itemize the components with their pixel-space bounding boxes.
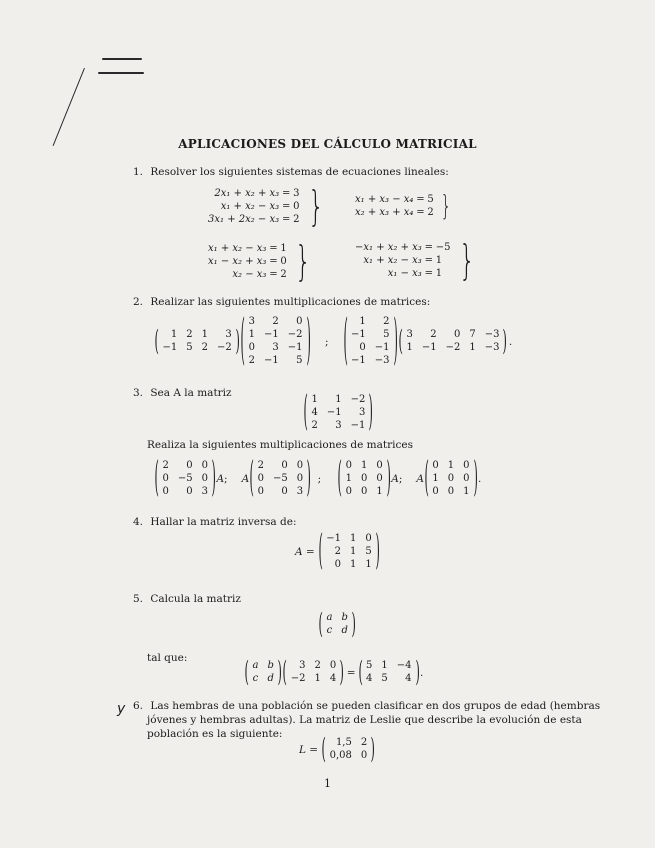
equation-rows [208, 188, 300, 226]
matrix [398, 325, 508, 358]
exercise-text: Sea A la matriz [150, 387, 232, 399]
matrix-cell: 1 [345, 473, 352, 484]
equation-rhs: 0 [293, 200, 300, 212]
exercise-number: 2. [133, 296, 144, 308]
exercise-number: 4. [133, 516, 144, 528]
right-paren: ) [370, 733, 376, 766]
matrix-entries [249, 316, 303, 367]
matrix-cell: −1 [162, 342, 178, 353]
exercise-5-matrix-x [318, 608, 356, 641]
equation-rhs: 3 [293, 187, 300, 199]
matrix-symbol: A [416, 473, 424, 485]
matrix-entries [326, 612, 347, 637]
matrix-cell: 0 [162, 473, 169, 484]
matrix [154, 455, 216, 503]
left-paren: ( [337, 455, 343, 503]
matrix-entries [258, 460, 304, 498]
matrix-cell: −1 [351, 329, 366, 340]
matrix-cell: 3 [272, 342, 279, 353]
matrix-cell: −1 [374, 342, 390, 353]
matrix [282, 656, 345, 689]
exercise-text: Resolver los siguientes sistemas de ecuaciones lineales: [150, 166, 449, 178]
equals-sign: = [424, 254, 433, 266]
separator: ; [325, 335, 329, 348]
matrix-cell: 1 [463, 486, 470, 497]
matrix-cell: 0 [329, 660, 337, 671]
separator: ; [224, 473, 228, 485]
matrix-cell: 1 [311, 394, 318, 405]
left-paren: ( [240, 310, 246, 373]
matrix-cell: 3 [296, 486, 304, 497]
exercise-number: 6. [133, 700, 144, 712]
page-title: APLICACIONES DEL CÁLCULO MATRICIAL [178, 137, 477, 151]
matrix-cell: −1 [287, 342, 303, 353]
equation-lhs: 2x₁ + x₂ + x₃ [214, 187, 280, 199]
matrix-cell: −3 [484, 329, 500, 340]
matrix-cell: 2 [314, 660, 321, 671]
brace: } [295, 237, 311, 285]
matrix-cell: 0 [359, 342, 366, 353]
right-paren: ) [375, 528, 380, 576]
matrix-symbol: A [391, 473, 399, 485]
equation-lhs: x₁ − x₂ + x₃ [208, 255, 267, 267]
matrix-cell: 1 [365, 559, 372, 570]
matrix-cell: 1 [248, 329, 256, 340]
matrix-cell: −3 [374, 355, 390, 366]
matrix-entries [432, 460, 469, 498]
matrix-cell: 0 [281, 460, 288, 471]
matrix [343, 310, 398, 373]
right-paren: ) [277, 656, 282, 689]
left-paren: ( [249, 455, 255, 503]
matrix-cell: 5 [296, 355, 303, 366]
matrix-cell: 0 [361, 473, 368, 484]
matrix-cell: −2 [350, 394, 366, 405]
matrix-cell: 0 [365, 533, 372, 544]
matrix-cell: d [341, 625, 348, 636]
exercise-4-heading [133, 515, 296, 529]
matrix-cell: −1 [264, 329, 279, 340]
leslie-matrix [299, 733, 376, 766]
right-paren: ) [235, 325, 240, 358]
matrix-lhs: L = [299, 743, 319, 756]
matrix-cell: 0 [186, 460, 193, 471]
matrix-cell: −1 [350, 420, 366, 431]
right-paren: ) [306, 310, 311, 373]
matrix-cell: 0 [248, 342, 256, 353]
matrix [240, 310, 311, 373]
matrix [244, 656, 282, 689]
matrix-cell: 1 [361, 460, 368, 471]
exercise-text-line: población es la siguiente: [147, 728, 283, 740]
matrix-entries [330, 737, 368, 762]
right-paren: ) [306, 455, 312, 503]
equation-system [355, 189, 455, 222]
matrix-cell: −3 [484, 342, 500, 353]
left-paren: ( [321, 733, 327, 766]
matrix-cell: −2 [216, 342, 232, 353]
matrix-cell: 1 [376, 486, 383, 497]
matrix-lhs: A = [295, 546, 315, 558]
matrix-cell: b [267, 660, 274, 671]
matrix-cell: −2 [445, 342, 461, 353]
end-mark: . [508, 335, 513, 348]
equation-lhs: x₂ − x₃ [232, 268, 267, 280]
matrix-cell: 3 [299, 660, 306, 671]
equals-sign: = [281, 213, 291, 225]
matrix-entries [162, 460, 208, 498]
matrix-cell: 4 [329, 673, 337, 684]
matrix-cell: 1 [469, 342, 476, 353]
matrix-cell: 0 [334, 559, 341, 570]
equation-lhs: x₁ + x₂ − x₃ [208, 242, 267, 254]
matrix [321, 733, 376, 766]
equation-lhs: x₂ + x₃ + x₄ [355, 206, 414, 218]
matrix-cell: 0 [296, 316, 303, 327]
matrix-cell: 4 [405, 673, 412, 684]
equals-sign: = [281, 200, 291, 212]
matrix-cell: 2 [311, 420, 318, 431]
left-paren: ( [303, 389, 308, 437]
matrix-cell: 2 [272, 316, 279, 327]
matrix-entries [311, 394, 365, 432]
matrix [249, 455, 312, 503]
matrix [154, 325, 240, 358]
exercise-text: Hallar la matriz inversa de: [150, 516, 297, 528]
right-paren: ) [368, 389, 374, 437]
matrix-cell: 4 [366, 673, 373, 684]
left-paren: ( [154, 455, 159, 503]
matrix-cell: 1 [447, 460, 455, 471]
pen-mark [98, 72, 144, 74]
brace: } [307, 182, 324, 230]
matrix-cell: 2 [186, 329, 193, 340]
matrix-cell: 3 [248, 316, 256, 327]
matrix-cell: −1 [326, 407, 342, 418]
left-paren: ( [424, 455, 429, 503]
matrix [318, 608, 356, 641]
right-paren: ) [503, 325, 508, 358]
separator: ; [317, 473, 322, 485]
right-paren: ) [386, 455, 391, 503]
matrix-cell: 0 [432, 486, 439, 497]
matrix-cell: 1 [381, 660, 388, 671]
equation-rhs: 1 [435, 267, 443, 279]
matrix-entries [252, 660, 273, 685]
exercise-1-heading [133, 165, 449, 179]
matrix-cell: 3 [335, 420, 342, 431]
matrix-cell: 2 [257, 460, 265, 471]
matrix-cell: 2 [248, 355, 256, 366]
equation-system [208, 182, 329, 230]
right-paren: ) [415, 656, 420, 689]
matrix-cell: 5 [383, 329, 390, 340]
matrix-cell: 0 [257, 486, 265, 497]
equals-sign: = [416, 206, 425, 218]
exercise-3-matrix-a [303, 389, 374, 437]
matrix-cell: 0 [162, 486, 169, 497]
equation-rhs: 0 [280, 255, 287, 267]
matrix-cell: 1 [406, 342, 413, 353]
matrix-cell: −1 [421, 342, 437, 353]
matrix-entries [162, 329, 231, 354]
matrix-cell: −1 [264, 355, 279, 366]
equation-rhs: −5 [435, 241, 451, 253]
matrix-cell: 1,5 [335, 737, 352, 748]
left-paren: ( [318, 528, 323, 576]
brace: } [440, 189, 452, 222]
right-paren: ) [393, 310, 398, 373]
exercise-2-heading [133, 295, 430, 309]
matrix-cell: 0 [376, 473, 383, 484]
matrix-cell: 1 [359, 316, 366, 327]
equation-rows [355, 242, 451, 280]
right-paren: ) [339, 656, 345, 689]
matrix-entries [326, 533, 372, 571]
right-paren: ) [211, 455, 216, 503]
pen-mark [53, 68, 85, 146]
matrix-entries [291, 660, 337, 685]
matrix-cell: b [341, 612, 348, 623]
matrix-cell: 0 [257, 473, 265, 484]
matrix-cell: 2 [334, 546, 341, 557]
matrix-cell: 0 [432, 460, 439, 471]
equation-lhs: x₁ + x₂ − x₃ [363, 254, 422, 266]
equals-sign: = [269, 268, 278, 280]
equals-sign: = [424, 241, 433, 253]
left-paren: ( [154, 325, 159, 358]
equation-rhs: 5 [427, 193, 434, 205]
matrix-cell: 0 [345, 460, 352, 471]
equation-lhs: x₁ − x₃ [387, 267, 422, 279]
left-paren: ( [358, 656, 363, 689]
matrix-cell: 1 [349, 559, 357, 570]
exercise-3-heading [133, 386, 232, 400]
equals-sign: = [346, 666, 356, 679]
equation-rhs: 2 [293, 213, 300, 225]
matrix [424, 455, 478, 503]
exercise-text-line: Las hembras de una población se pueden clasificar en dos grupos de edad (hembras [150, 700, 601, 712]
matrix-cell: 1 [349, 546, 357, 557]
matrix-cell: 0 [361, 486, 368, 497]
equals-sign: = [416, 193, 425, 205]
matrix-cell: 1 [432, 473, 439, 484]
matrix [358, 656, 420, 689]
matrix-symbol: A [216, 473, 225, 485]
equation-lhs: x₁ + x₂ − x₃ [220, 200, 280, 212]
left-paren: ( [282, 656, 288, 689]
exercise-text: Realizar las siguientes multiplicaciones de matrices: [150, 296, 431, 308]
matrix-cell: a [252, 660, 259, 671]
equals-sign: = [269, 242, 278, 254]
separator: ; [398, 473, 403, 485]
matrix-cell: c [326, 625, 333, 636]
matrix-cell: 0 [376, 460, 383, 471]
matrix-cell: 0 [345, 486, 352, 497]
equals-sign: = [281, 187, 291, 199]
left-paren: ( [398, 325, 403, 358]
pen-mark [102, 58, 142, 60]
matrix-cell: −1 [351, 355, 366, 366]
matrix-cell: 0 [201, 473, 208, 484]
matrix-cell: 1 [335, 394, 342, 405]
exercise-text: Calcula la matriz [150, 593, 241, 605]
equation-rows [355, 194, 434, 219]
matrix-cell: 0 [296, 473, 304, 484]
end-mark: . [478, 473, 482, 485]
exercise-5-equation [244, 656, 424, 689]
right-paren: ) [473, 455, 478, 503]
end-mark: . [420, 666, 424, 679]
equation-system [355, 236, 480, 284]
matrix-cell: 2 [430, 329, 437, 340]
matrix-cell: c [252, 673, 259, 684]
matrix-cell: 1 [170, 329, 178, 340]
matrix-cell: 4 [311, 407, 318, 418]
matrix-cell: a [326, 612, 333, 623]
matrix-cell: 3 [358, 407, 366, 418]
matrix-cell: d [267, 673, 274, 684]
equals-sign: = [424, 267, 433, 279]
exercise-3-products [154, 455, 482, 503]
matrix [303, 389, 374, 437]
matrix-cell: −4 [396, 660, 412, 671]
matrix-cell: 0 [463, 473, 470, 484]
matrix-cell: 3 [225, 329, 232, 340]
matrix-entries [366, 660, 412, 685]
left-paren: ( [244, 656, 249, 689]
exercise-number: 1. [133, 166, 144, 178]
matrix-cell: −5 [177, 473, 193, 484]
brace: } [458, 236, 475, 284]
matrix-cell: 1 [201, 329, 208, 340]
matrix-cell: 2 [201, 342, 208, 353]
matrix-cell: 5 [365, 546, 372, 557]
matrix-cell: 0 [296, 460, 304, 471]
matrix-entries [406, 329, 499, 354]
matrix-cell: −1 [326, 533, 341, 544]
page-number: 1 [324, 777, 331, 790]
matrix-cell: 0,08 [329, 750, 352, 761]
equation-rhs: 2 [280, 268, 287, 280]
matrix-cell: 5 [186, 342, 193, 353]
matrix-cell: 5 [366, 660, 373, 671]
matrix-cell: −2 [287, 329, 303, 340]
matrix-cell: −5 [273, 473, 288, 484]
matrix [318, 528, 380, 576]
matrix-cell: 2 [383, 316, 390, 327]
exercise-3-text: Realiza la siguientes multiplicaciones de matrices [147, 439, 413, 451]
equation-rows [208, 243, 287, 281]
matrix-cell: 1 [314, 673, 321, 684]
equation-rhs: 1 [435, 254, 443, 266]
exercise-5-text: tal que: [147, 652, 188, 664]
matrix-cell: 1 [349, 533, 357, 544]
left-paren: ( [343, 310, 348, 373]
matrix-cell: 2 [360, 737, 368, 748]
matrix-cell: 0 [186, 486, 193, 497]
equation-lhs: −x₁ + x₂ + x₃ [355, 241, 422, 253]
matrix-cell: −2 [290, 673, 306, 684]
matrix-cell: 0 [447, 473, 455, 484]
exercise-text-line: jóvenes y hembras adultas). La matriz de Leslie que describe la evolución de esta [147, 714, 582, 726]
matrix-cell: 0 [463, 460, 470, 471]
exercise-number: 3. [133, 387, 144, 399]
matrix-cell: 0 [453, 329, 461, 340]
exercise-5-heading [133, 592, 241, 606]
equation-lhs: 3x₁ + 2x₂ − x₃ [208, 213, 280, 225]
left-paren: ( [318, 608, 323, 641]
matrix-cell: 0 [201, 460, 208, 471]
right-paren: ) [351, 608, 356, 641]
matrix-cell: 3 [201, 486, 208, 497]
equation-lhs: x₁ + x₃ − x₄ [355, 193, 414, 205]
exercise-6-heading [133, 699, 600, 713]
equation-rhs: 1 [280, 242, 287, 254]
equation-system [208, 237, 316, 285]
matrix-entries [346, 460, 383, 498]
matrix-cell: 7 [469, 329, 476, 340]
exercise-number: 5. [133, 593, 144, 605]
equation-rhs: 2 [427, 206, 434, 218]
matrix-cell: 0 [447, 486, 455, 497]
matrix-symbol: A [241, 473, 250, 485]
exercise-4-matrix [295, 528, 380, 576]
exercise-2-products [154, 310, 513, 373]
matrix [337, 455, 391, 503]
matrix-cell: 5 [381, 673, 388, 684]
matrix-cell: 3 [406, 329, 413, 340]
matrix-cell: 2 [162, 460, 169, 471]
matrix-cell: 0 [360, 750, 368, 761]
matrix-cell: 0 [281, 486, 288, 497]
equals-sign: = [269, 255, 278, 267]
handwritten-mark: y [117, 701, 126, 717]
matrix-entries [351, 316, 390, 367]
